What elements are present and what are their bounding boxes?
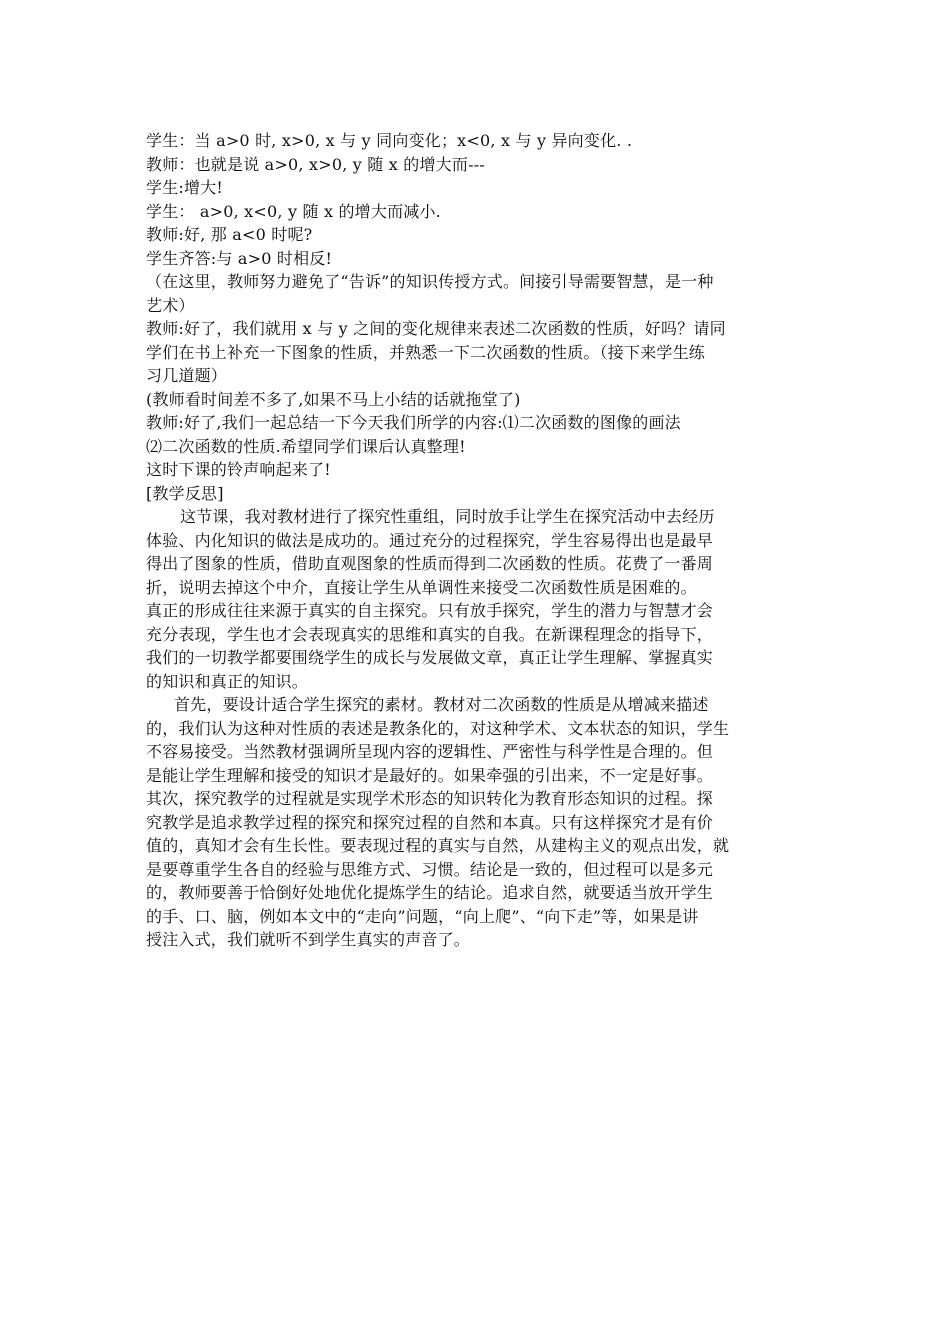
dialogue-line: 教师:好了，我们就用 x 与 y 之间的变化规律来表述二次函数的性质，好吗？请同: [146, 319, 726, 338]
paragraph-line: 是要尊重学生各自的经验与思维方式、习惯。结论是一致的，但过程可以是多元: [146, 859, 714, 879]
dialogue-line: 教师:好, 那 a<0 时呢?: [146, 225, 313, 244]
dialogue-line: 教师:好了,我们一起总结一下今天我们所学的内容:⑴二次函数的图像的画法: [146, 413, 681, 432]
document-body: [146, 129, 808, 952]
dialogue-line: 学生：当 a>0 时, x>0, x 与 y 同向变化；x<0, x 与 y 异向变化. .: [146, 131, 633, 150]
dialogue-line: 学生： a>0, x<0, y 随 x 的增大而减小.: [146, 201, 441, 221]
note-line: (教师看时间差不多了,如果不马上小结的话就拖堂了): [146, 389, 521, 409]
paragraph-line: 我们的一切教学都要围绕学生的成长与发展做文章，真正让学生理解、掌握真实: [146, 648, 714, 667]
note-line: （在这里，教师努力避免了“告诉”的知识传授方式。间接引导需要智慧，是一种: [146, 272, 714, 291]
dialogue-line: 学们在书上补充一下图象的性质，并熟悉一下二次函数的性质。（接下来学生练: [146, 342, 706, 362]
paragraph-line: 值的，真知才会有生长性。要表现过程的真实与自然，从建构主义的观点出发，就: [146, 836, 730, 855]
dialogue-line: 学生齐答:与 a>0 时相反!: [146, 248, 333, 268]
paragraph-line: 不容易接受。当然教材强调所呈现内容的逻辑性、严密性与科学性是合理的。但: [146, 742, 714, 761]
paragraph-line: 的，我们认为这种对性质的表述是教条化的，对这种学术、文本状态的知识，学生: [146, 718, 730, 738]
dialogue-line: 习几道题）: [146, 366, 228, 385]
note-line: 艺术）: [146, 295, 195, 315]
dialogue-line: 教师：也就是说 a>0, x>0, y 随 x 的增大而---: [146, 154, 485, 174]
paragraph-line: 的手、口、脑，例如本文中的“走向”问题，“向上爬”、“向下走”等，如果是讲: [146, 906, 699, 926]
paragraph-line: 是能让学生理解和接受的知识才是最好的。如果牵强的引出来，不一定是好事。: [146, 765, 714, 785]
paragraph-line: 体验、内化知识的做法是成功的。通过充分的过程探究，学生容易得出也是最早: [146, 530, 714, 550]
paragraph-line: 授注入式，我们就听不到学生真实的声音了。: [146, 930, 471, 949]
paragraph-line: 的，教师要善于恰倒好处地优化提炼学生的结论。追求自然，就要适当放开学生: [146, 883, 714, 902]
paragraph-line: 折，说明去掉这个中介，直接让学生从单调性来接受二次函数性质是困难的。: [146, 577, 697, 597]
paragraph-line: 这节课，我对教材进行了探究性重组，同时放手让学生在探究活动中去经历: [180, 507, 715, 526]
paragraph-line: 得出了图象的性质，借助直观图象的性质而得到二次函数的性质。花费了一番周: [146, 554, 714, 573]
paragraph-line: 首先，要设计适合学生探究的素材。教材对二次函数的性质是从增减来描述: [174, 695, 709, 714]
section-heading: [教学反思]: [146, 483, 224, 503]
paragraph-line: 其次，探究教学的过程就是实现学术形态的知识转化为教育形态知识的过程。探: [146, 789, 714, 808]
dialogue-line: ⑵二次函数的性质.希望同学们课后认真整理!: [146, 436, 466, 456]
paragraph-line: 的知识和真正的知识。: [146, 671, 309, 691]
narration-line: 这时下课的铃声响起来了!: [146, 460, 331, 479]
paragraph-line: 究教学是追求教学过程的探究和探究过程的自然和本真。只有这样探究才是有价: [146, 812, 714, 832]
paragraph-line: 充分表现，学生也才会表现真实的思维和真实的自我。在新课程理念的指导下，: [146, 624, 714, 644]
paragraph-line: 真正的形成往往来源于真实的自主探究。只有放手探究，学生的潜力与智慧才会: [146, 601, 714, 620]
dialogue-line: 学生:增大!: [146, 178, 224, 197]
